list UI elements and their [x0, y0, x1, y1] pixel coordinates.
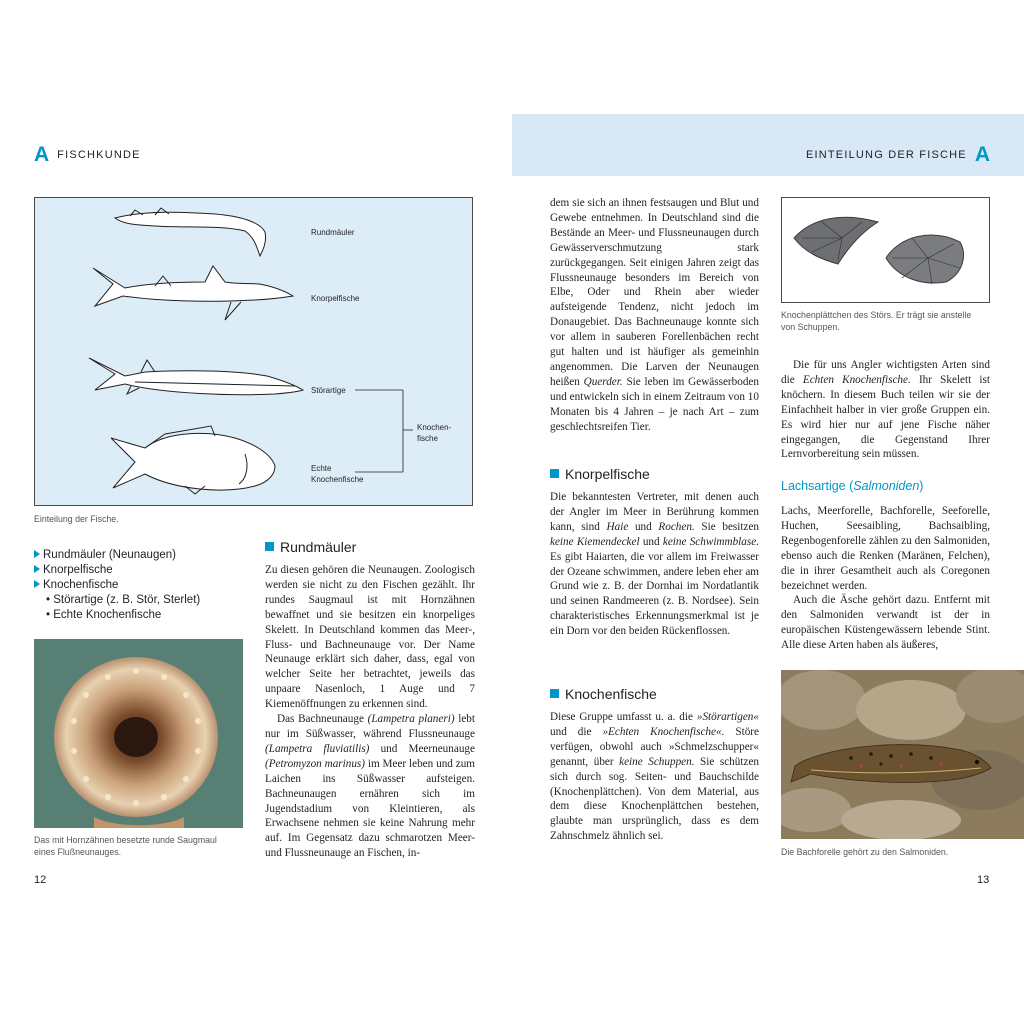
diagram-caption: Einteilung der Fische.	[34, 514, 119, 524]
shark-drawing	[93, 266, 293, 306]
label-fische: fische	[417, 434, 438, 443]
paragraph: dem sie sich an ihnen festsaugen und Blut und Gewebe entnehmen. In Deutschland sind die Bestände an Meer- und Flussneunaugen durch Gewässerverschmutzung stark zurückgegangen. Seit einigen Jahren zeigt das Flussneunauge besonders im Bereich von Elbe, Oder und Rhein aber wieder aufsteigende Tendenz, nicht jedoch im Donaugebiet. Das Bachneunauge konnte sich vor allem in sauberen Forellenbächen recht gut halten und ist häufiger als gemeinhin angenommen. Die Larven der Neunaugen heißen Querder. Sie leben im Gewässerboden und entwickeln sich in einem Zeitraum von 10 Monaten bis 4 Jahren – je nach Art – zum geschlechtsreifen Tier.	[550, 197, 759, 433]
sturgeon-scales-photo	[781, 197, 990, 303]
chapter-title: FISCHKUNDE	[57, 149, 141, 161]
page-number-right: 13	[977, 874, 990, 886]
label-echte: Echte	[311, 464, 332, 473]
knochenfische-text	[550, 710, 759, 844]
fish-classification-diagram	[34, 197, 473, 506]
scales-photo-caption: Knochenplättchen des Störs. Er trägt sie anstelle von Schuppen.	[781, 310, 972, 332]
list-subitem: • Echte Knochenfische	[46, 609, 162, 621]
right-header	[806, 143, 990, 167]
paragraph: Lachs, Meerforelle, Bachforelle, Seeforelle, Huchen, Seesaibling, Bachsaibling, Regenbogenforelle zählen zu den Salmoniden, ebenso auch die Renken (Maränen, Felchen), die in ihrer Gesamtheit auch als Coregonen bezeichnet werden.	[781, 505, 990, 592]
brown-trout-photo	[781, 670, 1024, 839]
list-item: Knorpelfische	[34, 563, 254, 578]
paragraph: Das Bachneunauge (Lampetra planeri) lebt nur im Süßwasser, während Flussneunauge (Lampetra fluviatilis) und Meerneunauge (Petromyzon marinus) im Meer leben und zum Laichen ins Süßwasser aufsteigen. Bachneunaugen ernähren sich im Jugendstadium von Kleintieren, als Erwachsene nehmen sie keine Nahrung mehr auf. Im Gegensatz dazu schmarotzen Meer- und Flussneunauge an Fischen, in-	[265, 713, 475, 860]
page-number-left: 12	[34, 874, 47, 886]
lachsartige-text	[781, 504, 990, 653]
label-knochenfische: Knochenfische	[311, 475, 364, 484]
triangle-bullet-icon	[34, 550, 40, 558]
trout-photo-caption: Die Bachforelle gehört zu den Salmoniden.	[781, 847, 949, 857]
paragraph: Die bekanntesten Vertreter, mit denen auch der Angler im Meer in Berührung kommen kann, sind Haie und Rochen. Sie besitzen keine Kiemendeckel und keine Schwimmblase. Es gibt Haiarten, die vor allem im Freiwasser der Ozeane schwimmen, andere leben eher am Grund wie z. B. der Dornhai im Nordatlantik und seinen Randmeeren (z. B. Nordsee). Sein charakteristisches Erkennungsmerkmal ist je ein Dorn vor den beiden Rückenflossen.	[550, 491, 760, 638]
paragraph: Diese Gruppe umfasst u. a. die »Störartigen« und die »Echten Knochenfische«. Störe verfügen, obwohl auch »Schmelzschupper« genannt, über keine Schuppen. Sie schützen sich durch sog. Seiten- und Bauchschilde (Knochenplättchen). Von dem Material, aus dem diese Knochenplättchen bestehen, glaubte man ursprünglich, dass es dem Zahnschmelz ähnlich sei.	[550, 711, 759, 843]
fish-drawings	[35, 198, 472, 505]
square-bullet-icon	[550, 469, 559, 478]
lamprey-drawing	[115, 212, 266, 256]
square-bullet-icon	[550, 689, 559, 698]
triangle-bullet-icon	[34, 565, 40, 573]
brown-trout-image	[781, 670, 1024, 839]
paragraph: Zu diesen gehören die Neunaugen. Zoologisch werden sie nicht zu den Fischen gezählt. Ihr rundes Saugmaul ist mit Hornzähnen bewaffnet und sie besitzen ein knorpeliges Skelett. In Deutschland kommen das Meer-, Fluss- und Bachneunauge vor. Der Name Neunauge erklärt sich daher, dass, egal von welcher Seite her betrachtet, jeweils das unpaare Nasenloch, 1 Auge und 7 Kiemenöffnungen zu erkennen sind.	[265, 564, 475, 711]
square-bullet-icon	[265, 542, 274, 551]
paragraph: Die für uns Angler wichtigsten Arten sind die Echten Knochenfische. Ihr Skelett ist knöchern. In diesem Buch teilen wir sie der Einfachheit halber in vier große Gruppen ein. Es wird hier nur auf jene Fische näher eingegangen, die Gegenstand Ihrer Lernvorbereitung sein müssen.	[781, 359, 990, 461]
list-subitem: • Störartige (z. B. Stör, Sterlet)	[46, 594, 201, 606]
chapter-letter: A	[34, 143, 50, 166]
section-title: EINTEILUNG DER FISCHE	[805, 149, 967, 161]
echte-knochenfische-text	[781, 358, 990, 462]
triangle-bullet-icon	[34, 580, 40, 588]
lamprey-mouth-image	[34, 639, 243, 828]
neunaugen-continued-text	[550, 196, 759, 435]
paragraph: Auch die Äsche gehört dazu. Entfernt mit den Salmoniden verwandt ist der in europäischen Küstengewässern lebende Stint. Alle diese Arten haben als äußeres,	[781, 594, 990, 652]
label-stoerartige: Störartige	[311, 386, 346, 395]
chapter-letter-right: A	[974, 143, 990, 166]
list-item: Rundmäuler (Neunaugen)	[34, 548, 254, 563]
heading-knochenfische: Knochenfische	[550, 686, 657, 702]
label-rundmaeuler: Rundmäuler	[311, 228, 355, 237]
label-knochen: Knochen-	[417, 423, 452, 432]
sturgeon-scales-image	[782, 198, 989, 302]
label-knorpelfische: Knorpelfische	[311, 294, 360, 303]
heading-lachsartige: Lachsartige (Salmoniden)	[781, 479, 924, 493]
classification-list	[34, 548, 254, 623]
heading-rundmaeuler: Rundmäuler	[265, 539, 356, 555]
lamprey-photo-caption: Das mit Hornzähnen besetzte runde Saugmaul eines Flußneunauges.	[34, 835, 217, 857]
left-header	[34, 143, 141, 167]
lamprey-mouth-photo	[34, 639, 243, 828]
sturgeon-drawing	[89, 358, 303, 395]
heading-knorpelfische: Knorpelfische	[550, 466, 650, 482]
list-item: Knochenfische	[34, 578, 254, 593]
knorpelfische-text	[550, 490, 759, 639]
carp-drawing	[111, 433, 275, 490]
rundmaeuler-text	[265, 563, 475, 861]
